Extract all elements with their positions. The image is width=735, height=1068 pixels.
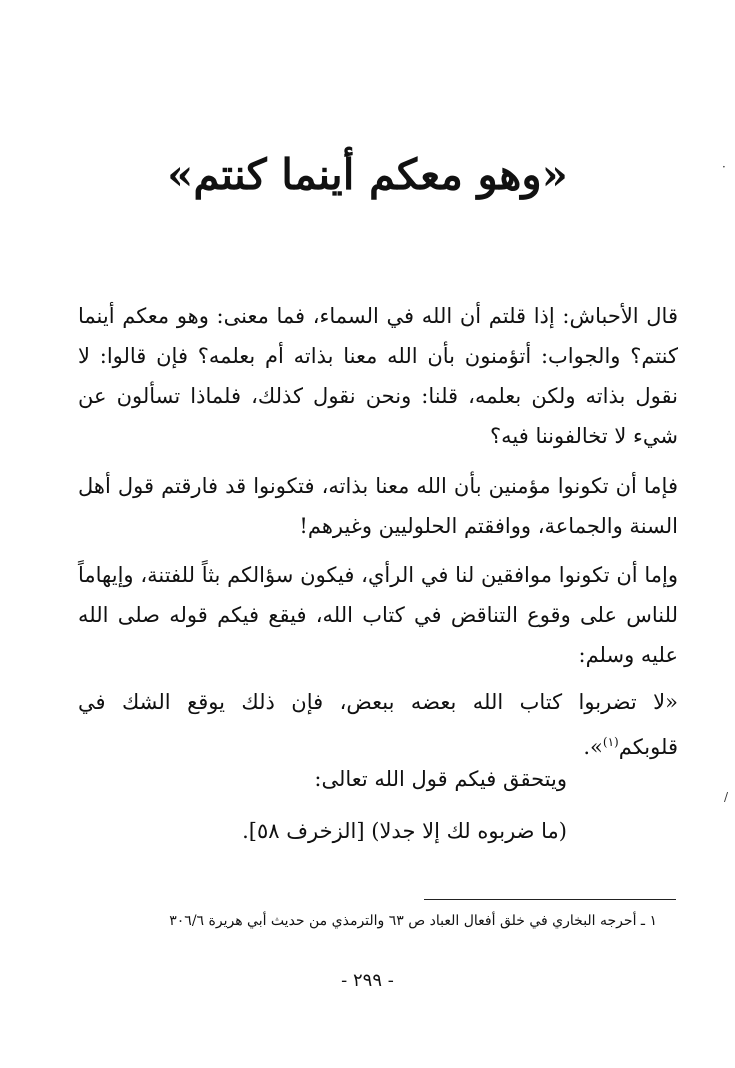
verse-quote: (ما ضربوه لك إلا جدلا) [الزخرف ٥٨]. bbox=[242, 819, 567, 843]
paragraph-4 bbox=[78, 682, 678, 767]
hadith-text: «لا تضربوا كتاب الله بعضه ببعض، فإن ذلك يوقع الشك في قلوبكم bbox=[78, 690, 678, 759]
page-heading: «وهو معكم أينما كنتم» bbox=[167, 150, 568, 199]
scan-mark: · bbox=[722, 160, 726, 174]
footnote: ١ ـ أحرجه البخاري في خلق أفعال العباد ص ٦٣ والترمذي من حديث أبي هريرة ٣٠٦/٦ bbox=[169, 913, 657, 929]
verse-intro: ويتحقق فيكم قول الله تعالى: bbox=[314, 767, 567, 791]
paragraph-2: فإما أن تكونوا مؤمنين بأن الله معنا بذاته، فتكونوا قد فارقتم قول أهل السنة والجماعة، ووافقتم الحلوليين وغيرهم! bbox=[78, 474, 678, 538]
footnote-separator bbox=[424, 899, 676, 900]
page-number: - ٢٩٩ - bbox=[341, 970, 394, 991]
hadith-close: ». bbox=[583, 735, 603, 759]
scan-mark: / bbox=[724, 790, 729, 804]
paragraph-1: قال الأحباش: إذا قلتم أن الله في السماء، فما معنى: وهو معكم أينما كنتم؟ والجواب: أتؤمنون بأن الله معنا بذاته أم بعلمه؟ فإن قالوا: لا نقول بذاته ولكن بعلمه، قلنا: ونحن نقول كذلك، فلماذا تسألون عن شيء لا تخالفوننا فيه؟ bbox=[78, 304, 678, 448]
paragraph-3: وإما أن تكونوا موافقين لنا في الرأي، فيكون سؤالكم بثاً للفتنة، وإيهاماً للناس على وقوع التناقض في كتاب الله، فيقع فيكم قوله صلى الله عليه وسلم: bbox=[78, 563, 678, 667]
footnote-reference: (١) bbox=[602, 735, 619, 749]
